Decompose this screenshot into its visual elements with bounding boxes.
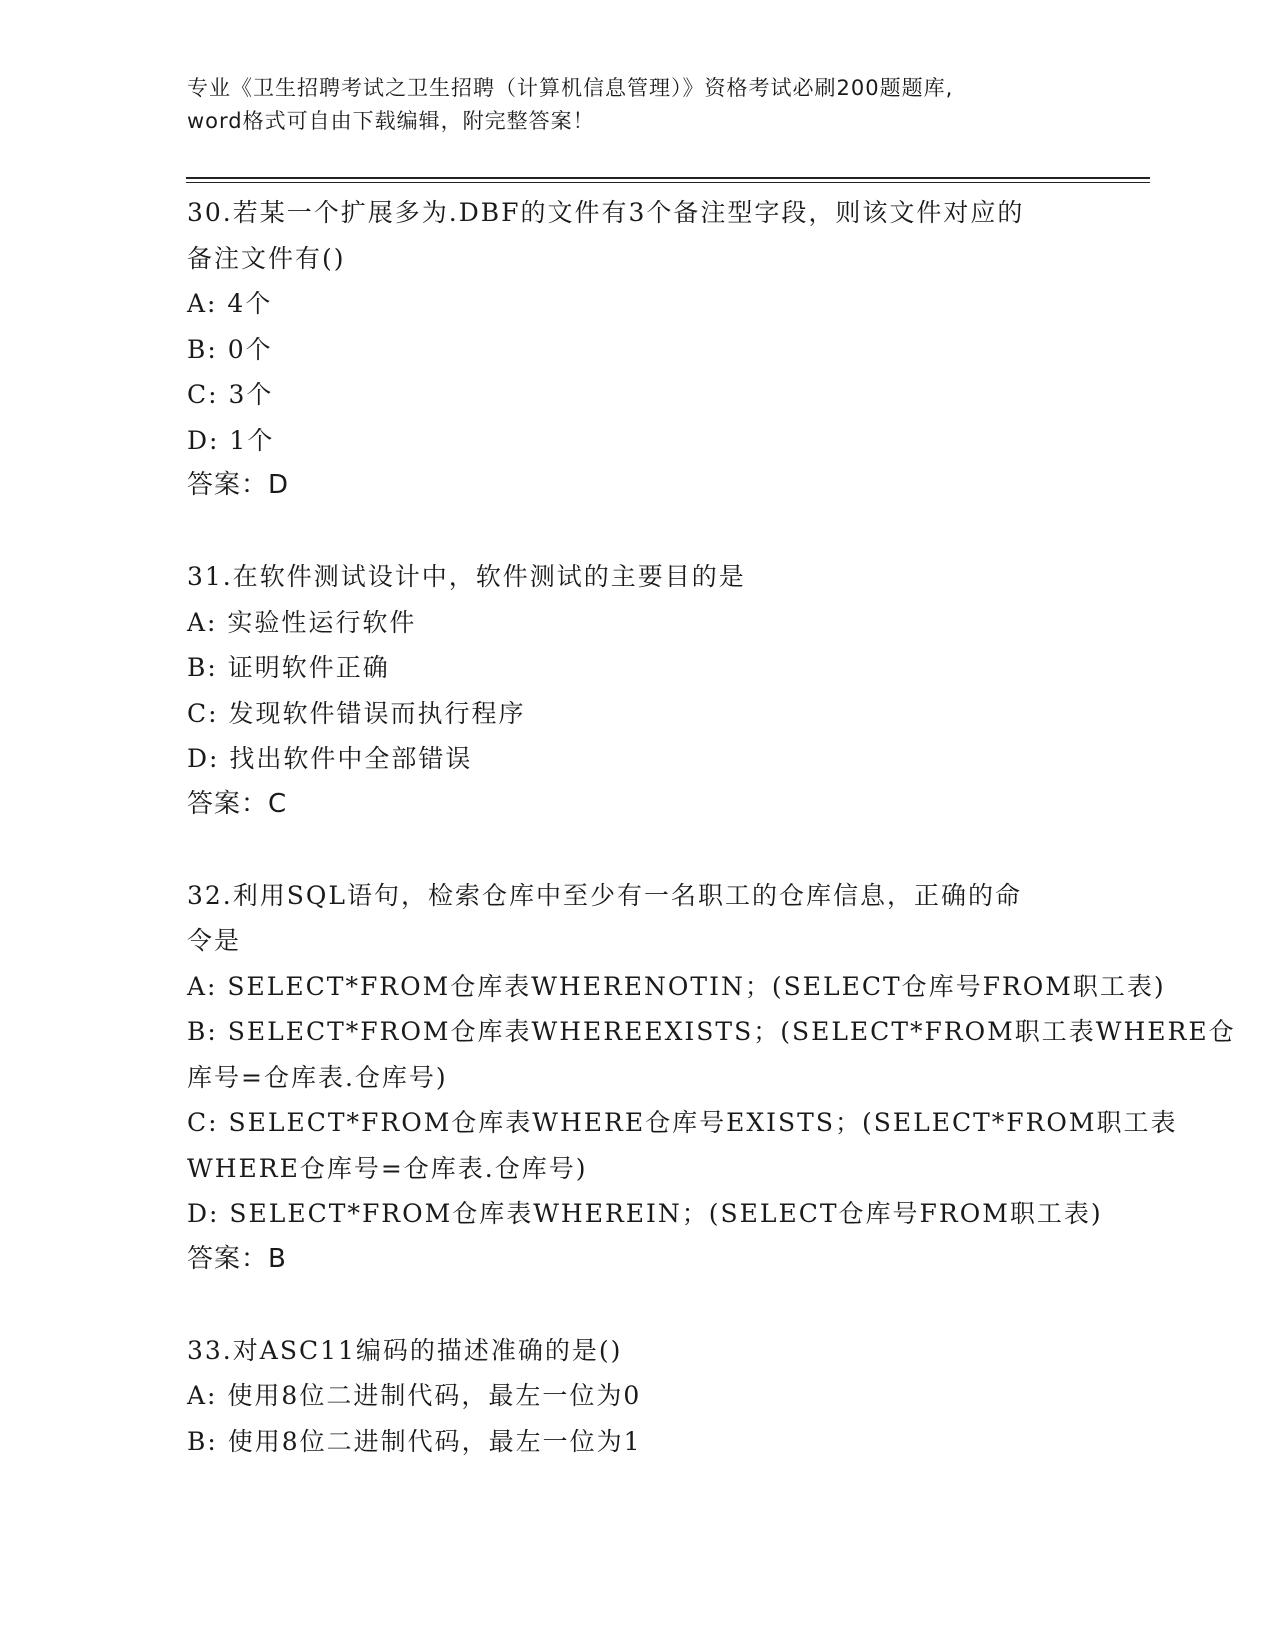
question-32 — [187, 873, 1236, 1283]
question-33 — [187, 1328, 1107, 1465]
header-divider — [186, 177, 1150, 179]
option-b-continued: 库号=仓库表.仓库号) — [187, 1062, 448, 1092]
question-30 — [187, 190, 1107, 509]
option-a: A: 4个 — [187, 289, 273, 318]
question-spacer — [187, 509, 1107, 555]
option-a: A: 实验性运行软件 — [187, 607, 417, 637]
question-stem: 令是 — [187, 926, 242, 955]
question-stem: 31.在软件测试设计中，软件测试的主要目的是 — [187, 562, 746, 591]
header-divider-thin — [186, 182, 1150, 183]
answer-line: 答案：C — [187, 788, 288, 819]
question-spacer — [187, 1282, 1107, 1328]
option-c-continued: WHERE仓库号=仓库表.仓库号) — [187, 1153, 588, 1183]
question-31 — [187, 554, 1107, 827]
option-b: B: 0个 — [187, 334, 273, 364]
option-a: A: SELECT*FROM仓库表WHERENOTIN；(SELECT仓库号FROM职工表) — [187, 971, 1166, 1001]
header-line-1: 专业《卫生招聘考试之卫生招聘（计算机信息管理）》资格考试必刷200题题库, — [187, 76, 954, 100]
option-d: D: 1个 — [187, 425, 275, 455]
question-spacer — [187, 827, 1107, 873]
option-b: B: SELECT*FROM仓库表WHEREEXISTS；(SELECT*FROM职工表WHERE仓 — [187, 1017, 1236, 1046]
option-b: B: 使用8位二进制代码，最左一位为1 — [187, 1426, 642, 1456]
question-stem: 备注文件有() — [187, 243, 346, 273]
option-c: C: 3个 — [187, 380, 274, 409]
option-c: C: 发现软件错误而执行程序 — [187, 698, 526, 728]
option-d: D: SELECT*FROM仓库表WHEREIN；(SELECT仓库号FROM职工表) — [187, 1199, 1103, 1228]
answer-line: 答案：D — [187, 470, 290, 500]
option-a: A: 使用8位二进制代码，最左一位为0 — [187, 1381, 642, 1410]
option-d: D: 找出软件中全部错误 — [187, 744, 473, 773]
question-list — [187, 190, 1236, 1464]
question-stem: 33.对ASC11编码的描述准确的是() — [187, 1335, 623, 1365]
question-stem: 30.若某一个扩展多为.DBF的文件有3个备注型字段，则该文件对应的 — [187, 198, 1025, 227]
question-stem: 32.利用SQL语句，检索仓库中至少有一名职工的仓库信息，正确的命 — [187, 880, 1022, 910]
option-b: B: 证明软件正确 — [187, 653, 390, 682]
document-header — [187, 72, 1087, 138]
option-c: C: SELECT*FROM仓库表WHERE仓库号EXISTS；(SELECT*FROM职工表 — [187, 1108, 1178, 1137]
header-line-2: word格式可自由下载编辑，附完整答案！ — [187, 109, 595, 133]
answer-line: 答案：B — [187, 1243, 287, 1274]
